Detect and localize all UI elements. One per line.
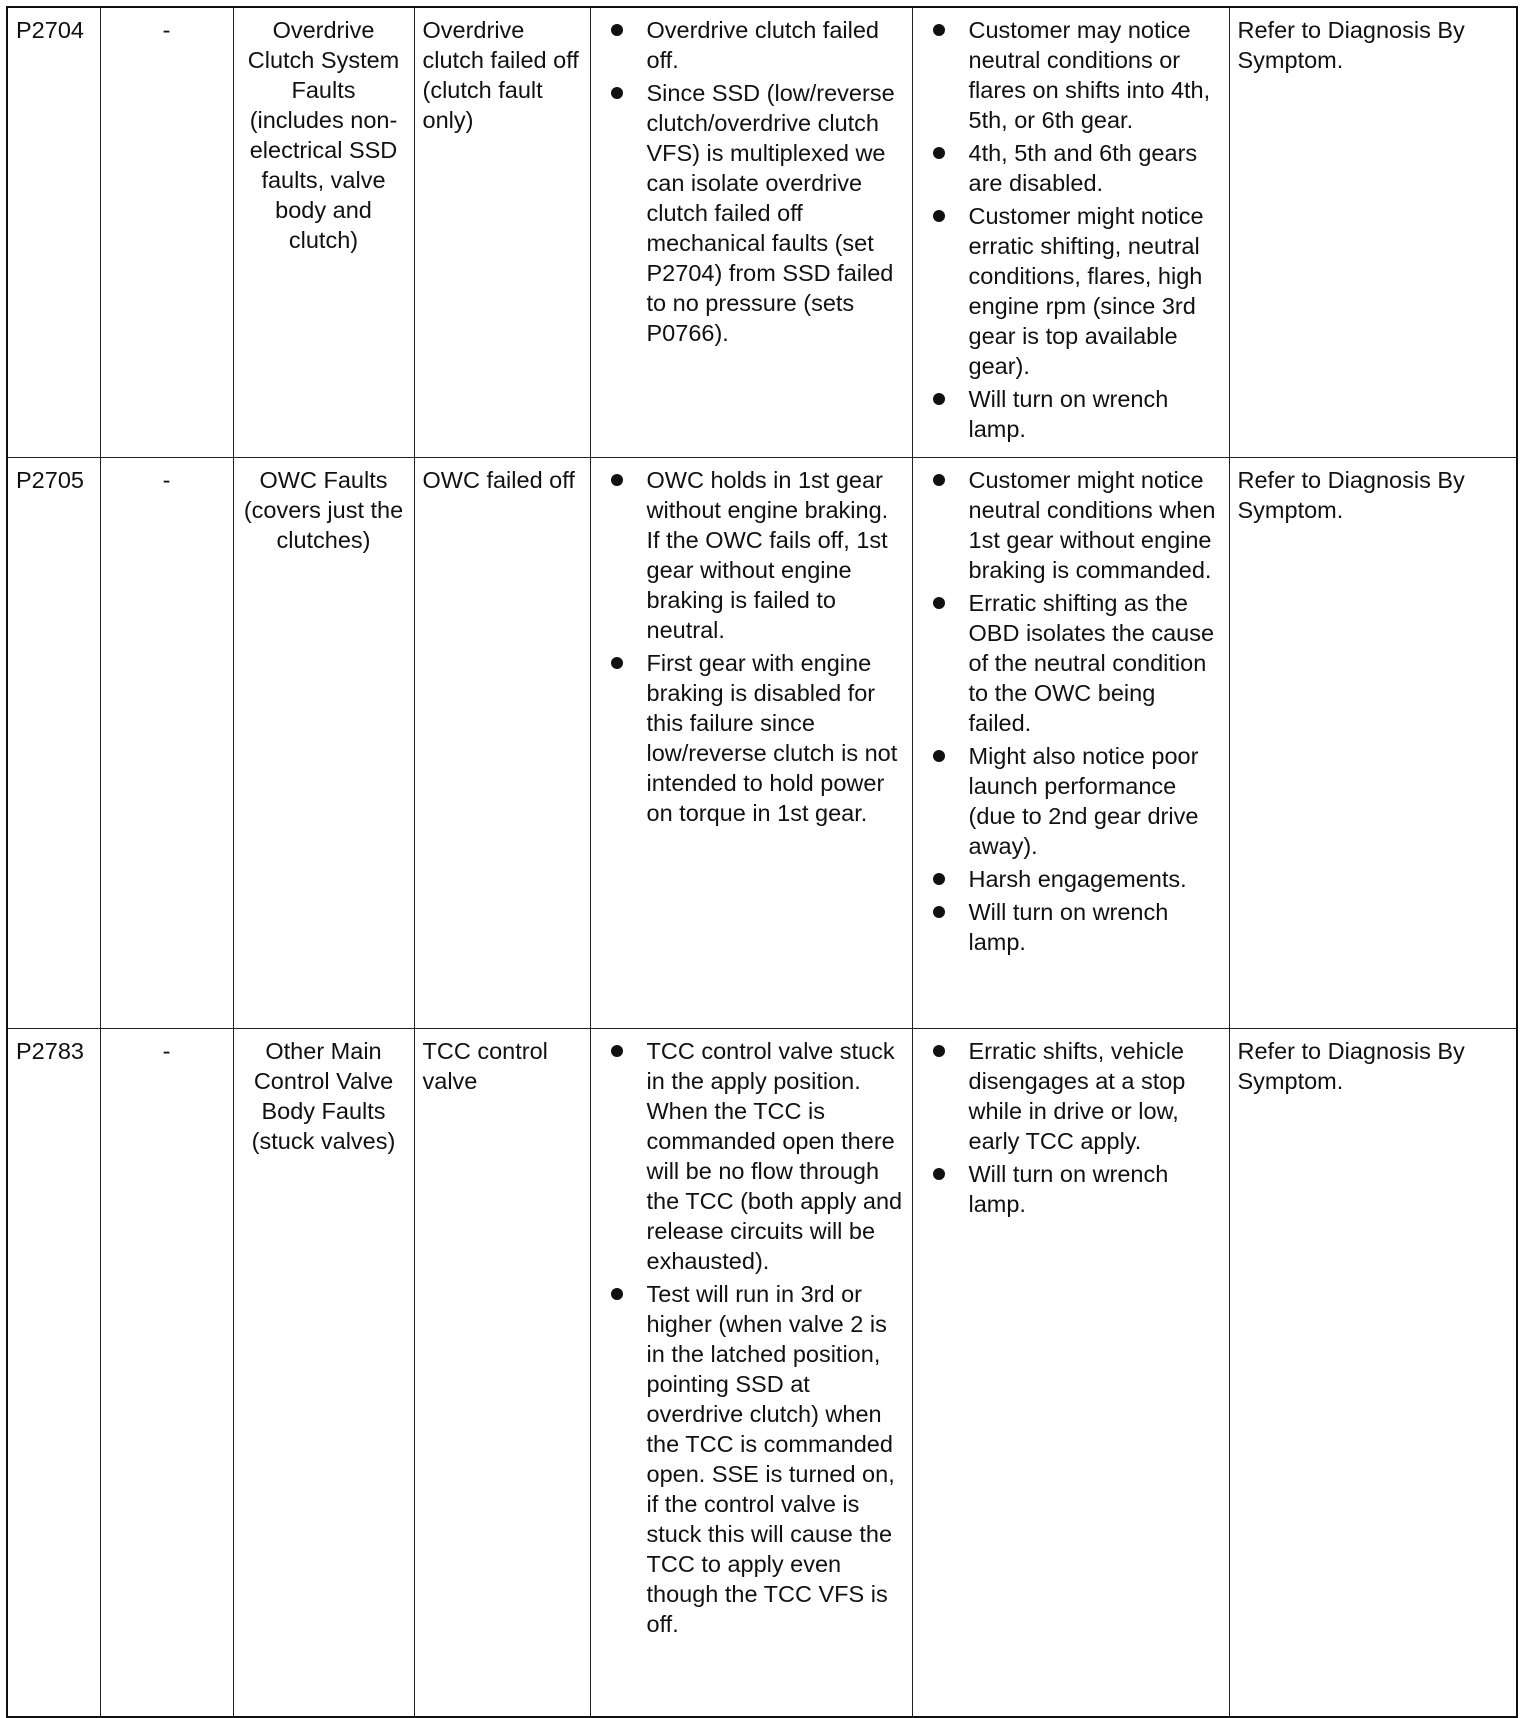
fault-cell: OWC failed off (414, 458, 590, 1029)
list-item: Will turn on wrench lamp. (969, 384, 1221, 444)
conditions-cell (590, 7, 912, 458)
conditions-cell (590, 458, 912, 1029)
list-item: Will turn on wrench lamp. (969, 897, 1221, 957)
list-item: Will turn on wrench lamp. (969, 1159, 1221, 1219)
list-item: Erratic shifting as the OBD isolates the cause of the neutral condition to the OWC being failed. (969, 588, 1221, 738)
symptoms-list (921, 465, 1221, 957)
list-item: TCC control valve stuck in the apply position. When the TCC is commanded open there will be no flow through the TCC (both apply and release circuits will be exhausted). (646, 1038, 903, 1274)
action-cell: Refer to Diagnosis By Symptom. (1229, 1029, 1517, 1718)
description-cell: Overdrive Clutch System Faults (includes non-electrical SSD faults, valve body and clutch) (233, 7, 414, 458)
fault-cell: TCC control valve (414, 1029, 590, 1718)
table-row (7, 7, 1517, 458)
list-item: Since SSD (low/reverse clutch/overdrive clutch VFS) is multiplexed we can isolate overdrive clutch failed off mechanical faults (set P2704) from SSD failed to no pressure (sets P0766). (647, 78, 904, 348)
symptoms-list (921, 1036, 1221, 1219)
conditions-cell (590, 1029, 912, 1718)
symptoms-cell (912, 1029, 1229, 1718)
symptoms-cell (912, 458, 1229, 1029)
list-item: Might also notice poor launch performance (due to 2nd gear drive away). (969, 741, 1221, 861)
subcode-cell: - (100, 7, 233, 458)
conditions-list (599, 465, 904, 828)
description-cell: OWC Faults (covers just the clutches) (233, 458, 414, 1029)
subcode-cell: - (100, 1029, 233, 1718)
action-cell: Refer to Diagnosis By Symptom. (1229, 7, 1517, 458)
description-cell: Other Main Control Valve Body Faults (stuck valves) (233, 1029, 414, 1718)
subcode-cell: - (100, 458, 233, 1029)
dtc-code-cell: P2783 (7, 1029, 100, 1718)
list-item: Customer might notice erratic shifting, neutral conditions, flares, high engine rpm (since 3rd gear is top available gear). (969, 201, 1221, 381)
dtc-table (6, 6, 1518, 1718)
list-item: Test will run in 3rd or higher (when valve 2 is in the latched position, pointing SSD at overdrive clutch) when the TCC is commanded open. SSE is turned on, if the control valve is stuck this will cause the TCC to apply even though the TCC VFS is off. (647, 1279, 904, 1639)
list-item: First gear with engine braking is disabled for this failure since low/reverse clutch is not intended to hold power on torque in 1st gear. (647, 648, 904, 828)
dtc-code-cell: P2704 (7, 7, 100, 458)
list-item: 4th, 5th and 6th gears are disabled. (969, 138, 1221, 198)
symptoms-list (921, 15, 1221, 444)
list-item: Customer might notice neutral conditions when 1st gear without engine braking is commanded. (969, 465, 1221, 585)
conditions-list (599, 1036, 904, 1639)
list-item: Customer may notice neutral conditions or flares on shifts into 4th, 5th, or 6th gear. (969, 15, 1221, 135)
conditions-list (599, 15, 904, 348)
list-item: Harsh engagements. (969, 864, 1221, 894)
list-item: Erratic shifts, vehicle disengages at a stop while in drive or low, early TCC apply. (969, 1036, 1221, 1156)
table-row (7, 458, 1517, 1029)
fault-cell: Overdrive clutch failed off (clutch fault only) (414, 7, 590, 458)
action-cell: Refer to Diagnosis By Symptom. (1229, 458, 1517, 1029)
list-item: OWC holds in 1st gear without engine braking. If the OWC fails off, 1st gear without engine braking is failed to neutral. (647, 465, 904, 645)
list-item: Overdrive clutch failed off. (647, 15, 904, 75)
table-row (7, 1029, 1517, 1718)
symptoms-cell (912, 7, 1229, 458)
document-page (6, 6, 1516, 1718)
dtc-code-cell: P2705 (7, 458, 100, 1029)
